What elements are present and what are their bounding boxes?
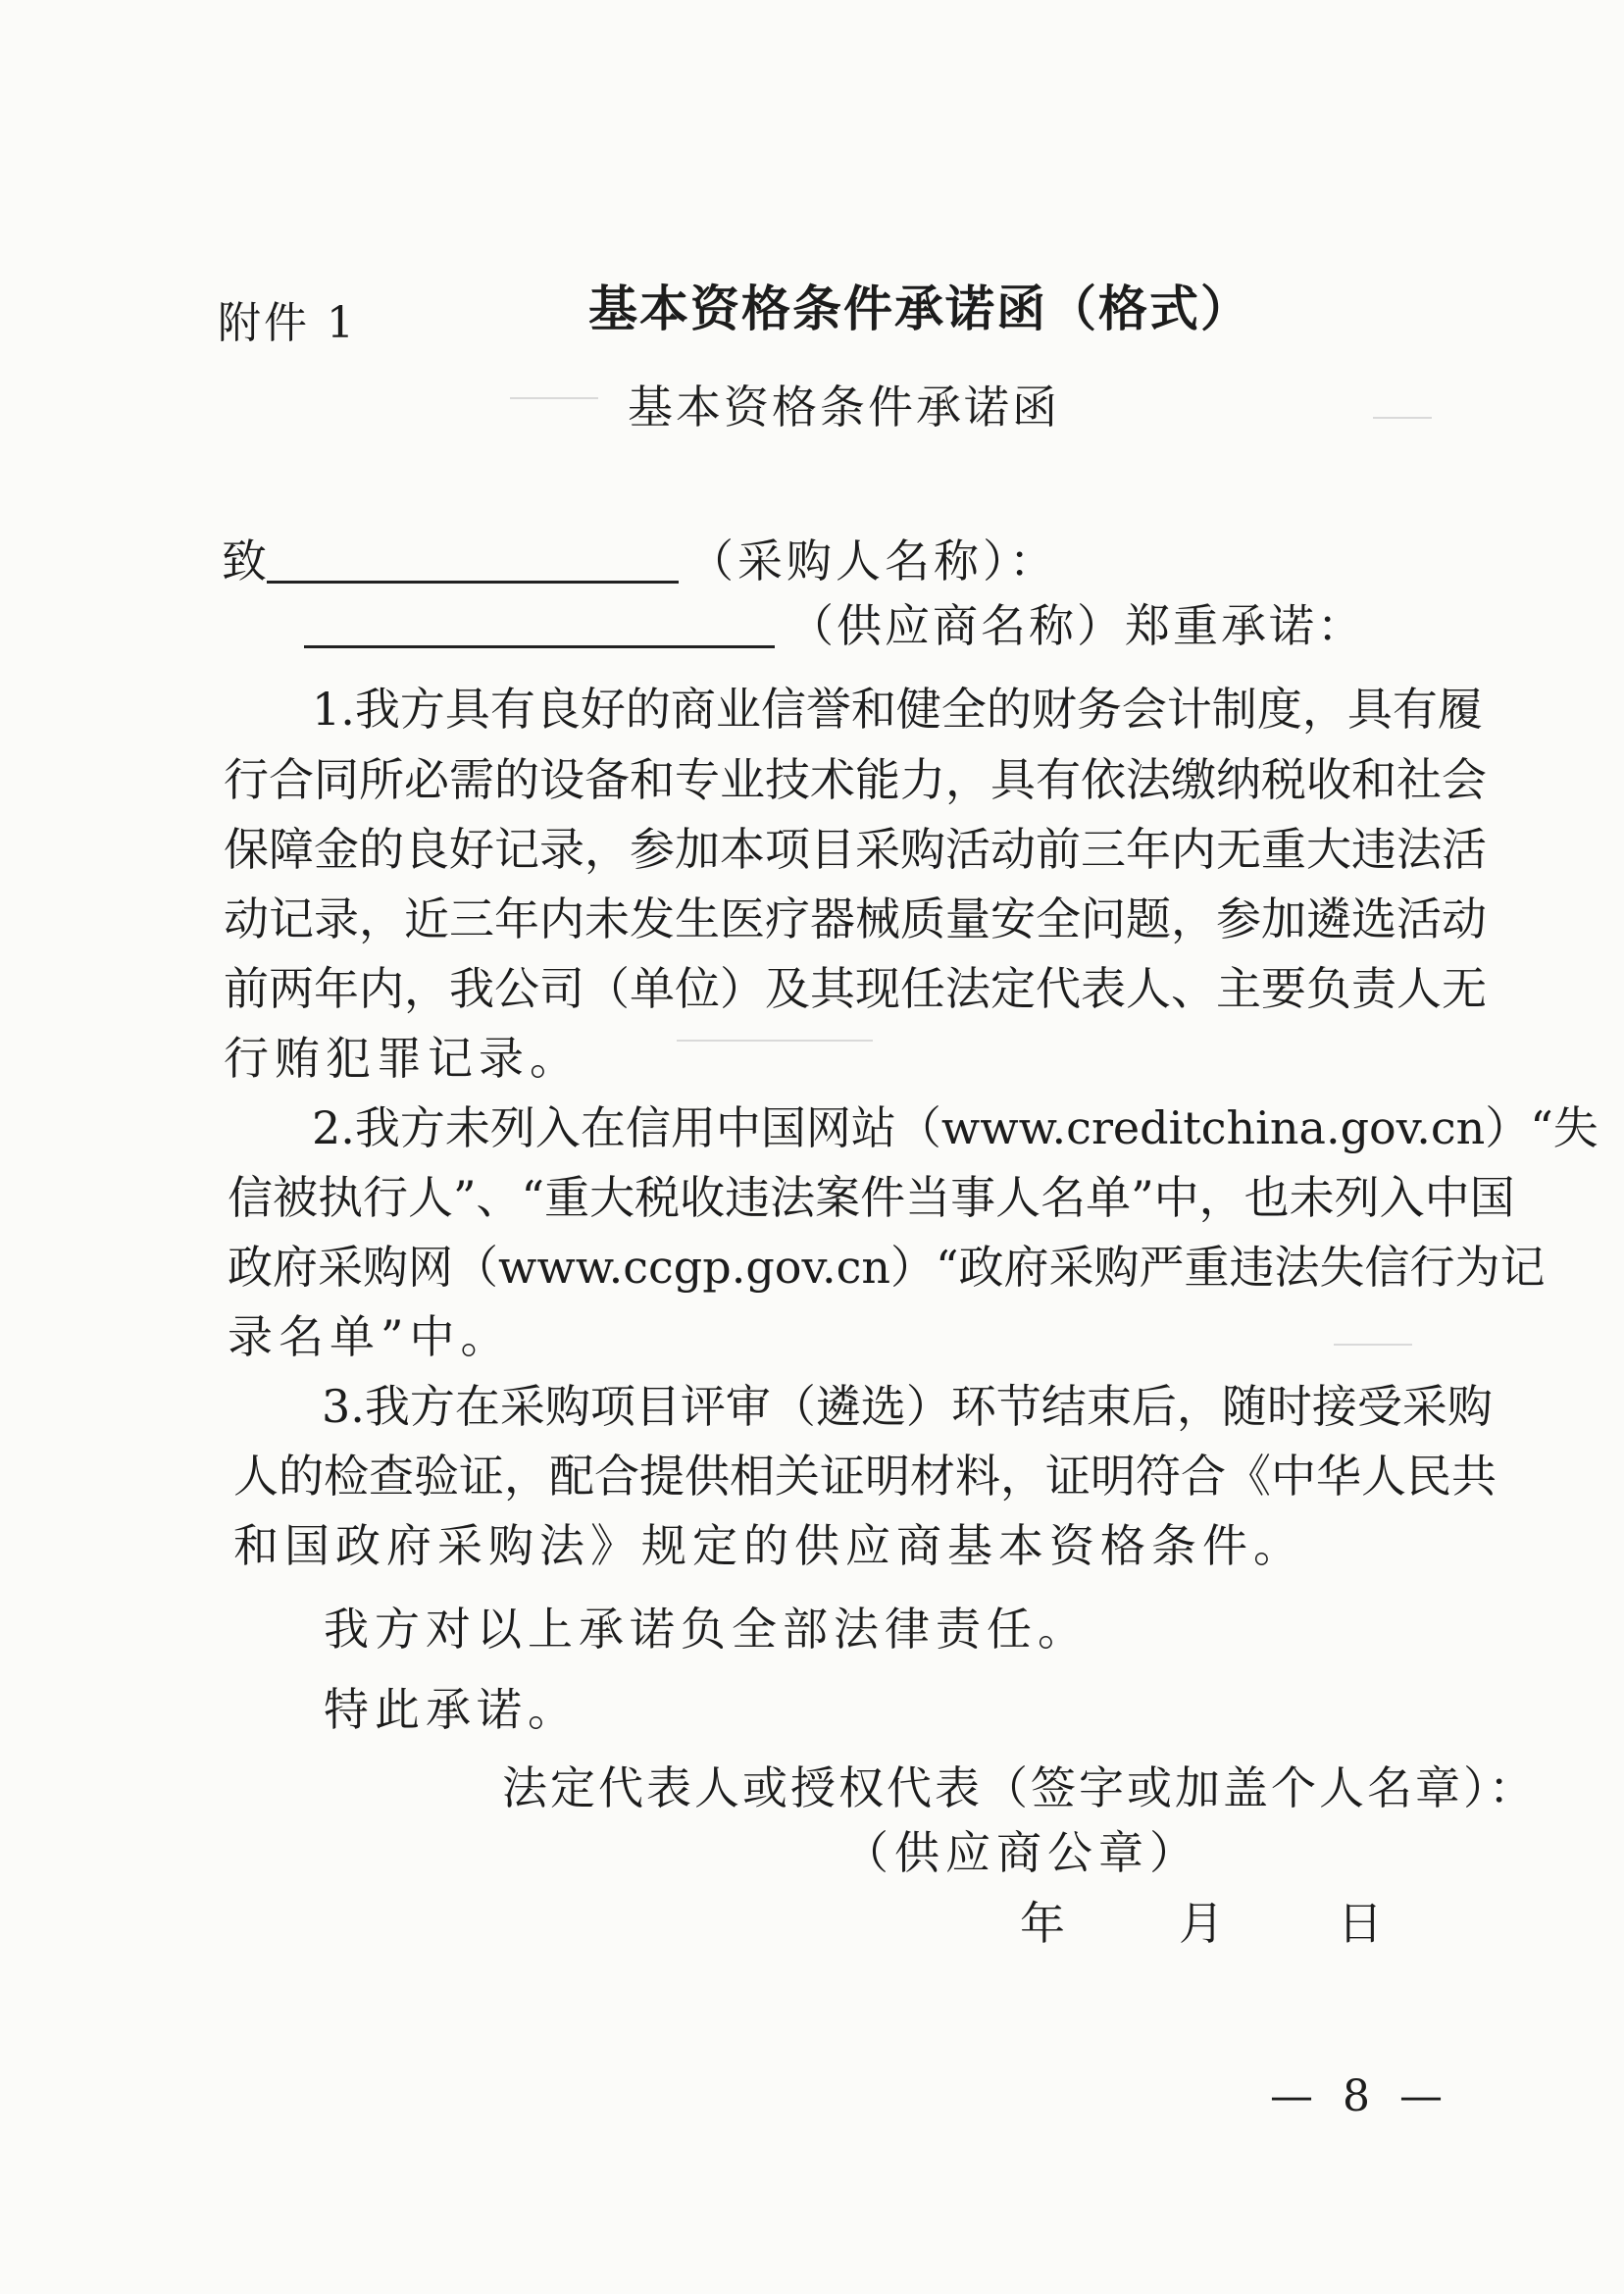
- text-glyph: 2.: [312, 1101, 355, 1154]
- paragraph1-line: [224, 962, 1487, 1015]
- supplier-name-hint: （供应商名称）郑重承诺：: [788, 599, 1365, 652]
- text-glyph: 、: [1171, 962, 1216, 1015]
- text-glyph: 位: [675, 962, 720, 1015]
- paragraph3-line: [322, 1380, 1493, 1433]
- text-glyph: 未: [444, 1101, 490, 1154]
- text-glyph: 及: [765, 962, 810, 1015]
- text-glyph: 华: [1316, 1450, 1361, 1503]
- text-glyph: 购: [1446, 1380, 1493, 1433]
- text-glyph: 业: [715, 683, 761, 736]
- text-glyph: 信: [1364, 1241, 1410, 1294]
- text-glyph: 同: [314, 753, 359, 806]
- text-glyph: 失: [1552, 1101, 1599, 1154]
- text-glyph: 单: [1086, 1171, 1132, 1224]
- text-glyph: 设: [539, 753, 584, 806]
- text-glyph: 证: [1045, 1450, 1091, 1503]
- text-glyph: 社: [1396, 753, 1442, 806]
- text-glyph: 题: [1126, 892, 1171, 945]
- text-glyph: 内: [1171, 823, 1216, 876]
- text-glyph: 重: [544, 1171, 590, 1224]
- text-glyph: 随: [1221, 1380, 1267, 1433]
- text-glyph: 采: [1048, 1241, 1094, 1294]
- purchaser-name-hint: （采购人名称）：: [688, 535, 1058, 587]
- text-glyph: 违: [1229, 1241, 1275, 1294]
- text-glyph: 记: [494, 823, 539, 876]
- text-glyph: 专: [675, 753, 720, 806]
- paragraph1-line: [224, 892, 1487, 945]
- text-glyph: 履: [1437, 683, 1483, 736]
- text-glyph: 证: [459, 1450, 504, 1503]
- text-glyph: 项: [765, 823, 810, 876]
- text-glyph: 节: [995, 1380, 1041, 1433]
- text-glyph: 录: [314, 892, 359, 945]
- text-glyph: 遴: [815, 1380, 861, 1433]
- text-glyph: 障: [269, 823, 314, 876]
- text-glyph: 网: [805, 1101, 851, 1154]
- text-glyph: 全: [1036, 892, 1081, 945]
- text-glyph: 制: [1211, 683, 1257, 736]
- text-glyph: 的: [359, 823, 404, 876]
- text-glyph: 目: [634, 1380, 681, 1433]
- text-glyph: 年: [1126, 823, 1171, 876]
- text-glyph: 在: [454, 1380, 500, 1433]
- text-glyph: 缴: [1171, 753, 1216, 806]
- text-glyph: 现: [855, 962, 900, 1015]
- text-glyph: 械: [855, 892, 900, 945]
- text-glyph: 供: [685, 1450, 730, 1503]
- text-glyph: 列: [1334, 1171, 1380, 1224]
- text-glyph: 能: [855, 753, 900, 806]
- text-glyph: 民: [1406, 1450, 1451, 1503]
- text-glyph: ，: [1176, 1380, 1222, 1433]
- text-glyph: 配: [549, 1450, 594, 1503]
- text-glyph: 参: [1216, 892, 1261, 945]
- text-glyph: ）: [905, 1380, 951, 1433]
- text-glyph: 共: [1451, 1450, 1497, 1503]
- text-glyph: 发: [630, 892, 675, 945]
- text-glyph: 记: [269, 892, 314, 945]
- supplier-line: [304, 599, 1365, 652]
- text-glyph: 1.: [312, 683, 355, 736]
- text-glyph: 要: [1261, 962, 1306, 1015]
- text-glyph: 我: [364, 1380, 410, 1433]
- text-glyph: 的: [279, 1450, 324, 1503]
- text-glyph: 人: [1126, 962, 1171, 1015]
- text-glyph: 中: [1424, 1171, 1470, 1224]
- text-glyph: 目: [810, 823, 855, 876]
- text-glyph: 税: [634, 1171, 681, 1224]
- attachment-label: 附件 1: [218, 298, 357, 348]
- text-glyph: 、: [476, 1171, 522, 1224]
- text-glyph: （: [770, 1380, 816, 1433]
- text-glyph: 问: [1081, 892, 1126, 945]
- text-glyph: ，: [404, 962, 449, 1015]
- text-glyph: 所: [359, 753, 404, 806]
- text-glyph: 行: [1409, 1241, 1455, 1294]
- text-glyph: 明: [865, 1450, 910, 1503]
- text-glyph: 案: [815, 1171, 861, 1224]
- supplier-name-blank: [304, 600, 775, 648]
- supplier-seal-line: （供应商公章）: [843, 1826, 1200, 1879]
- text-glyph: 信: [760, 683, 806, 736]
- text-glyph: 违: [725, 1171, 771, 1224]
- scan-mark: [510, 397, 598, 399]
- text-glyph: 财: [1031, 683, 1077, 736]
- text-glyph: 行: [363, 1171, 408, 1224]
- text-glyph: 采: [1401, 1380, 1447, 1433]
- text-glyph: 关: [775, 1450, 820, 1503]
- paragraph3-line: [233, 1450, 1497, 1503]
- text-glyph: 会: [1121, 683, 1167, 736]
- purchaser-name-blank: [267, 535, 679, 584]
- text-glyph: 遴: [1306, 892, 1351, 945]
- paragraph2-line: [312, 1101, 1599, 1154]
- salutation-prefix: 致: [222, 535, 267, 587]
- text-glyph: 购: [544, 1380, 590, 1433]
- text-glyph: 动: [1442, 892, 1487, 945]
- text-glyph: 年: [314, 962, 359, 1015]
- text-glyph: 的: [625, 683, 671, 736]
- text-glyph: 购: [1093, 1241, 1140, 1294]
- text-glyph: 合: [594, 1450, 639, 1503]
- text-glyph: 购: [900, 823, 945, 876]
- text-glyph: ，: [1301, 683, 1347, 736]
- text-glyph: 提: [639, 1450, 685, 1503]
- text-glyph: 和: [850, 683, 896, 736]
- text-glyph: 三: [1081, 823, 1126, 876]
- text-glyph: 购: [363, 1241, 408, 1294]
- text-glyph: 材: [910, 1450, 955, 1503]
- text-glyph: 合: [1181, 1450, 1226, 1503]
- text-glyph: （: [895, 1101, 941, 1154]
- text-glyph: 合: [269, 753, 314, 806]
- text-glyph: 其: [810, 962, 855, 1015]
- text-glyph: 计: [1166, 683, 1212, 736]
- text-glyph: 的: [986, 683, 1032, 736]
- text-glyph: 人: [995, 1171, 1041, 1224]
- text-glyph: 束: [1086, 1380, 1132, 1433]
- text-glyph: 国: [1469, 1171, 1515, 1224]
- text-glyph: ，: [1000, 1450, 1045, 1503]
- text-glyph: 法: [1126, 753, 1171, 806]
- text-glyph: 查: [369, 1450, 414, 1503]
- text-glyph: 人: [408, 1171, 453, 1224]
- text-glyph: 我: [354, 683, 400, 736]
- text-glyph: 人: [233, 1450, 279, 1503]
- text-glyph: 医: [720, 892, 765, 945]
- text-glyph: 疗: [765, 892, 810, 945]
- text-glyph: 严: [1139, 1241, 1185, 1294]
- text-glyph: 环: [950, 1380, 996, 1433]
- text-glyph: 需: [449, 753, 494, 806]
- text-glyph: 采: [499, 1380, 545, 1433]
- text-glyph: 表: [1081, 962, 1126, 1015]
- text-glyph: 后: [1131, 1380, 1177, 1433]
- text-glyph: ）: [1485, 1101, 1531, 1154]
- text-glyph: 力: [900, 753, 945, 806]
- text-glyph: ”: [1131, 1171, 1154, 1224]
- text-glyph: 加: [675, 823, 720, 876]
- text-glyph: ，: [1198, 1171, 1244, 1224]
- text-glyph: 商: [670, 683, 716, 736]
- text-glyph: 单: [630, 962, 675, 1015]
- paragraph2-line: 录名单”中。: [228, 1310, 512, 1363]
- text-glyph: 政: [228, 1241, 273, 1294]
- text-glyph: 站: [850, 1101, 896, 1154]
- text-glyph: 参: [630, 823, 675, 876]
- text-glyph: 活: [1396, 892, 1442, 945]
- text-glyph: 司: [539, 962, 584, 1015]
- text-glyph: 方: [399, 683, 445, 736]
- paragraph3-line: 和国政府采购法》规定的供应商基本资格条件。: [233, 1519, 1304, 1572]
- text-glyph: 入: [534, 1101, 581, 1154]
- text-glyph: 录: [539, 823, 584, 876]
- text-glyph: ，: [359, 892, 404, 945]
- text-glyph: 责: [1351, 962, 1396, 1015]
- text-glyph: 大: [1306, 823, 1351, 876]
- text-glyph: 国: [760, 1101, 806, 1154]
- text-glyph: 接: [1311, 1380, 1357, 1433]
- text-glyph: ”: [453, 1171, 477, 1224]
- text-glyph: ，: [504, 1450, 549, 1503]
- text-glyph: 采: [318, 1241, 363, 1294]
- text-glyph: 中: [1153, 1171, 1199, 1224]
- text-glyph: 生: [675, 892, 720, 945]
- text-glyph: 金: [314, 823, 359, 876]
- text-glyph: 行: [224, 753, 269, 806]
- text-glyph: 有: [1036, 753, 1081, 806]
- text-glyph: 两: [269, 962, 314, 1015]
- paragraph2-line: [228, 1241, 1546, 1294]
- text-glyph: 誉: [805, 683, 851, 736]
- text-glyph: 无: [1216, 823, 1261, 876]
- text-glyph: 前: [1036, 823, 1081, 876]
- text-glyph: 政: [958, 1241, 1004, 1294]
- text-glyph: 相: [730, 1450, 775, 1503]
- text-glyph: 和: [1351, 753, 1396, 806]
- text-glyph: 记: [1499, 1241, 1546, 1294]
- text-glyph: ）: [890, 1241, 937, 1294]
- text-glyph: 件: [860, 1171, 906, 1224]
- text-glyph: 我: [449, 962, 494, 1015]
- paragraph1-line: [224, 823, 1487, 876]
- text-glyph: 事: [950, 1171, 996, 1224]
- text-glyph: 项: [589, 1380, 635, 1433]
- text-glyph: 具: [1346, 683, 1393, 736]
- scan-mark: [1373, 417, 1432, 419]
- text-glyph: 违: [1351, 823, 1396, 876]
- text-glyph: 有: [489, 683, 535, 736]
- text-glyph: 入: [1379, 1171, 1425, 1224]
- representative-signature-line: 法定代表人或授权代表（签字或加盖个人名章）：: [502, 1761, 1537, 1814]
- text-glyph: 量: [945, 892, 990, 945]
- text-glyph: 活: [1442, 823, 1487, 876]
- text-glyph: 良: [534, 683, 581, 736]
- paragraph2-line: [228, 1171, 1515, 1224]
- text-glyph: 明: [1091, 1450, 1136, 1503]
- scan-mark: [1334, 1344, 1412, 1346]
- text-glyph: ）: [720, 962, 765, 1015]
- text-glyph: 人: [1396, 962, 1442, 1015]
- text-glyph: 审: [725, 1380, 771, 1433]
- text-glyph: 名: [1040, 1171, 1087, 1224]
- text-glyph: 收: [1306, 753, 1351, 806]
- signature-date-line: 年 月 日: [1020, 1897, 1391, 1950]
- text-glyph: 符: [1136, 1450, 1181, 1503]
- text-glyph: 府: [1003, 1241, 1049, 1294]
- paragraph1-line: 行贿犯罪记录。: [224, 1032, 581, 1085]
- text-glyph: 方: [409, 1380, 455, 1433]
- text-glyph: 动: [990, 823, 1036, 876]
- text-glyph: 会: [1442, 753, 1487, 806]
- text-glyph: 器: [810, 892, 855, 945]
- text-glyph: “: [521, 1171, 545, 1224]
- text-glyph: 用: [670, 1101, 716, 1154]
- text-glyph: 内: [359, 962, 404, 1015]
- document-subtitle: 基本资格条件承诺函: [628, 381, 1060, 433]
- text-glyph: 采: [855, 823, 900, 876]
- text-glyph: 保: [224, 823, 269, 876]
- text-glyph: （: [584, 962, 630, 1015]
- text-glyph: 未: [584, 892, 630, 945]
- text-glyph: 全: [940, 683, 987, 736]
- text-glyph: 3.: [322, 1380, 365, 1433]
- text-glyph: 人: [1361, 1450, 1406, 1503]
- text-glyph: 任: [900, 962, 945, 1015]
- text-glyph: 为: [1454, 1241, 1500, 1294]
- text-glyph: “: [1530, 1101, 1553, 1154]
- scan-mark: [677, 1040, 873, 1042]
- text-glyph: 必: [404, 753, 449, 806]
- text-glyph: 度: [1256, 683, 1302, 736]
- text-glyph: 动: [224, 892, 269, 945]
- text-glyph: 本: [720, 823, 765, 876]
- text-glyph: 负: [1306, 962, 1351, 1015]
- text-glyph: 的: [494, 753, 539, 806]
- document-title: 基本资格条件承诺函（格式）: [588, 280, 1251, 337]
- text-glyph: 技: [765, 753, 810, 806]
- text-glyph: 料: [955, 1450, 1000, 1503]
- text-glyph: 备: [584, 753, 630, 806]
- page-number: — 8 —: [1270, 2071, 1450, 2121]
- salutation-line: [222, 535, 1058, 587]
- text-glyph: ，: [1171, 892, 1216, 945]
- text-glyph: ，: [945, 753, 990, 806]
- text-glyph: 网: [408, 1241, 453, 1294]
- text-glyph: 方: [399, 1101, 445, 1154]
- text-glyph: 也: [1243, 1171, 1290, 1224]
- text-glyph: 税: [1261, 753, 1306, 806]
- text-glyph: 业: [720, 753, 765, 806]
- text-glyph: 当: [905, 1171, 951, 1224]
- text-glyph: 被: [273, 1171, 318, 1224]
- text-glyph: 受: [1356, 1380, 1402, 1433]
- text-glyph: 良: [404, 823, 449, 876]
- text-glyph: www.creditchina.gov.cn: [940, 1101, 1486, 1154]
- text-glyph: 时: [1266, 1380, 1312, 1433]
- text-glyph: 务: [1076, 683, 1122, 736]
- text-glyph: 验: [414, 1450, 459, 1503]
- text-glyph: 定: [990, 962, 1036, 1015]
- text-glyph: 质: [900, 892, 945, 945]
- text-glyph: 公: [494, 962, 539, 1015]
- text-glyph: 重: [1261, 823, 1306, 876]
- text-glyph: 好: [580, 683, 626, 736]
- text-glyph: 活: [945, 823, 990, 876]
- text-glyph: 前: [224, 962, 269, 1015]
- text-glyph: 术: [810, 753, 855, 806]
- text-glyph: 府: [273, 1241, 318, 1294]
- text-glyph: 检: [324, 1450, 369, 1503]
- text-glyph: 法: [945, 962, 990, 1015]
- text-glyph: 三: [449, 892, 494, 945]
- text-glyph: 列: [489, 1101, 535, 1154]
- text-glyph: 纳: [1216, 753, 1261, 806]
- text-glyph: 执: [318, 1171, 363, 1224]
- text-glyph: 信: [625, 1101, 671, 1154]
- text-glyph: 无: [1442, 962, 1487, 1015]
- text-glyph: 代: [1036, 962, 1081, 1015]
- text-glyph: 健: [895, 683, 941, 736]
- text-glyph: 收: [680, 1171, 726, 1224]
- text-glyph: 加: [1261, 892, 1306, 945]
- text-glyph: 主: [1216, 962, 1261, 1015]
- paragraph1-line: [224, 753, 1487, 806]
- text-glyph: 证: [820, 1450, 865, 1503]
- text-glyph: 和: [630, 753, 675, 806]
- text-glyph: www.ccgp.gov.cn: [498, 1241, 891, 1294]
- text-glyph: 选: [1351, 892, 1396, 945]
- text-glyph: 失: [1319, 1241, 1365, 1294]
- text-glyph: 法: [770, 1171, 816, 1224]
- text-glyph: 安: [990, 892, 1036, 945]
- text-glyph: 结: [1040, 1380, 1087, 1433]
- text-glyph: 法: [1274, 1241, 1320, 1294]
- text-glyph: 大: [589, 1171, 635, 1224]
- text-glyph: 评: [680, 1380, 726, 1433]
- text-glyph: 近: [404, 892, 449, 945]
- text-glyph: 具: [444, 683, 490, 736]
- closing-statement: 特此承诺。: [324, 1683, 579, 1736]
- paragraph1-line: [312, 683, 1483, 736]
- text-glyph: 具: [990, 753, 1036, 806]
- text-glyph: 《: [1226, 1450, 1271, 1503]
- text-glyph: （: [453, 1241, 498, 1294]
- text-glyph: 在: [580, 1101, 626, 1154]
- text-glyph: 信: [228, 1171, 273, 1224]
- text-glyph: 中: [1271, 1450, 1316, 1503]
- text-glyph: 选: [860, 1380, 906, 1433]
- text-glyph: 内: [539, 892, 584, 945]
- text-glyph: 我: [354, 1101, 400, 1154]
- responsibility-statement: 我方对以上承诺负全部法律责任。: [324, 1603, 1089, 1656]
- text-glyph: 好: [449, 823, 494, 876]
- text-glyph: 法: [1396, 823, 1442, 876]
- text-glyph: 有: [1392, 683, 1438, 736]
- text-glyph: 未: [1289, 1171, 1335, 1224]
- text-glyph: 年: [494, 892, 539, 945]
- text-glyph: “: [936, 1241, 959, 1294]
- text-glyph: 中: [715, 1101, 761, 1154]
- text-glyph: ，: [584, 823, 630, 876]
- text-glyph: 依: [1081, 753, 1126, 806]
- text-glyph: 重: [1184, 1241, 1230, 1294]
